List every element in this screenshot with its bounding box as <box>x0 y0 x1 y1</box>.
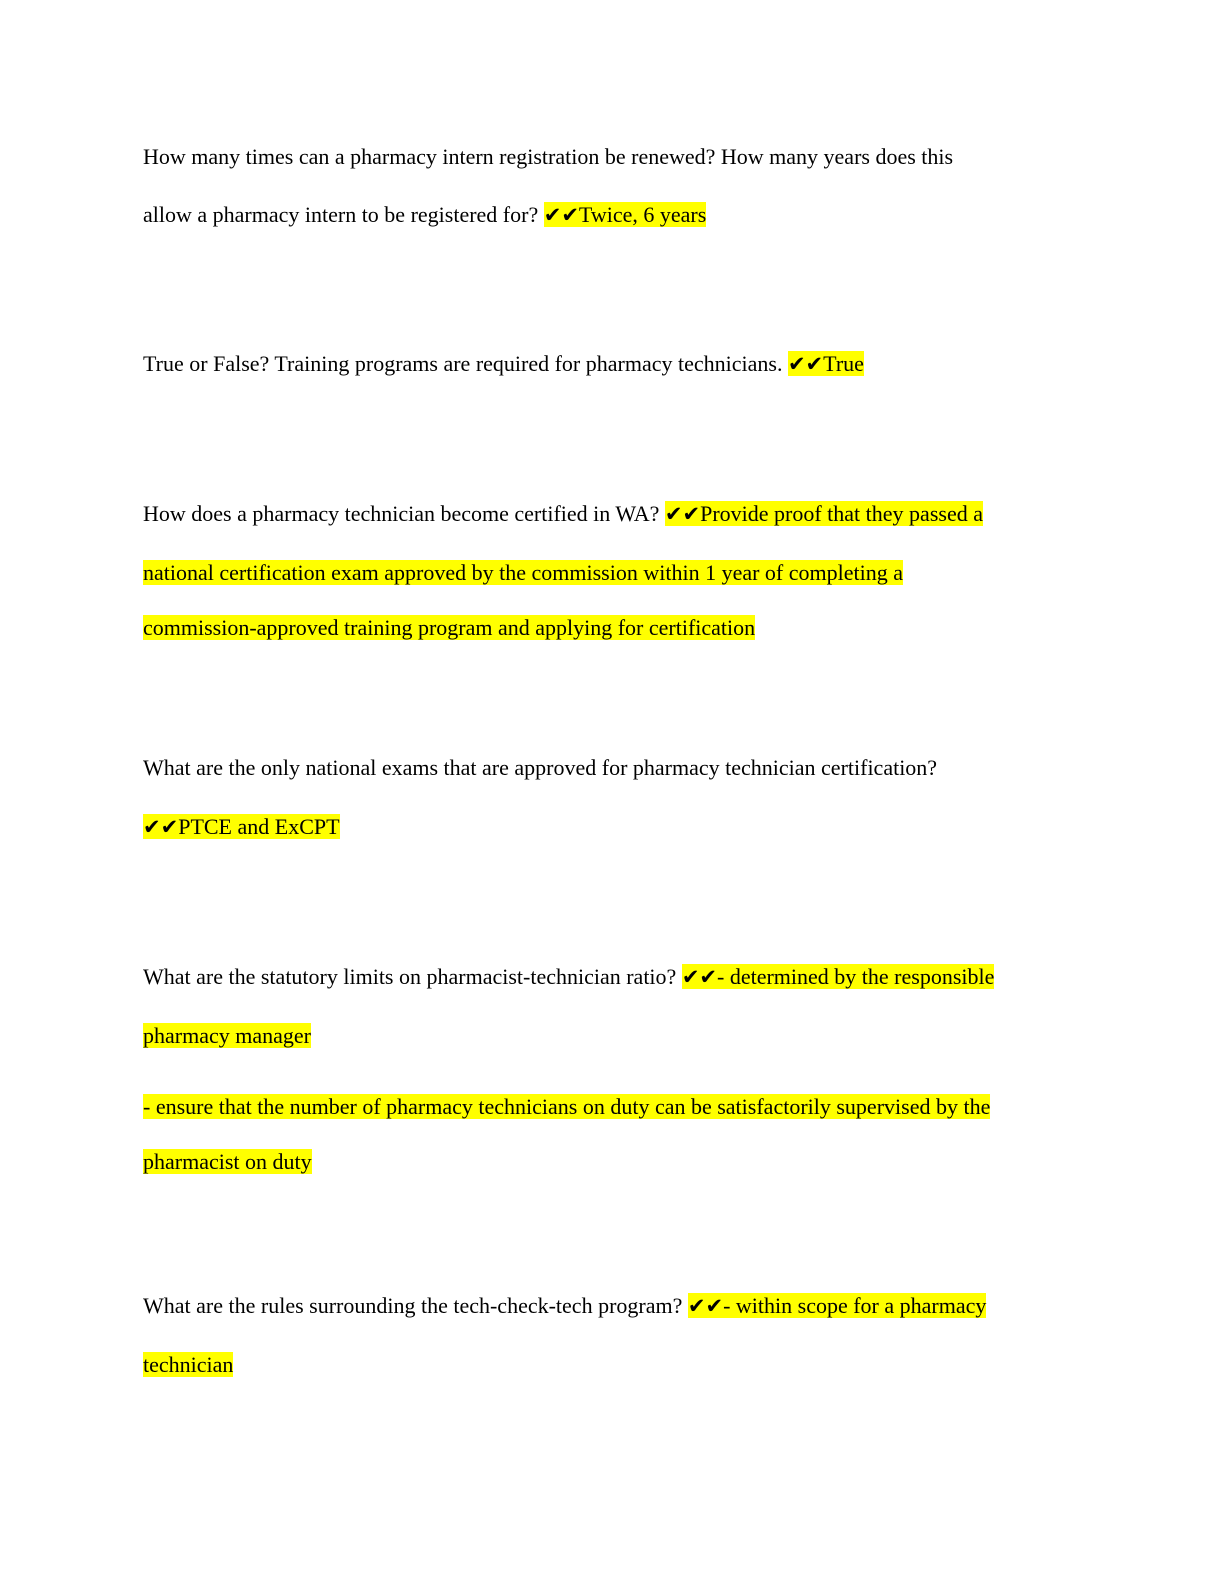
question-1-line-1 <box>143 142 953 172</box>
double-check-icon: ✔✔ <box>143 815 179 839</box>
answer-2-highlight <box>788 351 864 376</box>
double-check-icon: ✔✔ <box>681 965 718 989</box>
answer-5-line-2 <box>143 1021 311 1051</box>
answer-3-text: Provide proof that they passed a <box>700 501 983 526</box>
answer-3-line-3 <box>143 613 755 643</box>
answer-5-highlight <box>682 964 995 989</box>
answer-5-line-4 <box>143 1147 312 1177</box>
question-4-text: What are the only national exams that are approved for pharmacy technician certification? <box>143 755 938 780</box>
double-check-icon: ✔✔ <box>787 352 824 376</box>
question-3-text: How does a pharmacy technician become certified in WA? <box>143 501 660 526</box>
answer-4-line-1 <box>143 812 340 842</box>
answer-5-text-cont: pharmacy manager <box>143 1023 311 1048</box>
answer-3-text-cont: commission-approved training program and applying for certification <box>143 615 756 640</box>
answer-4-text: PTCE and ExCPT <box>178 814 340 839</box>
double-check-icon: ✔✔ <box>543 203 579 227</box>
question-3-line-1 <box>143 499 983 529</box>
question-5-text: What are the statutory limits on pharmacist-technician ratio? <box>143 964 677 989</box>
question-1-text: How many times can a pharmacy intern registration be renewed? How many years does this <box>143 144 954 169</box>
answer-2-text: True <box>823 351 864 376</box>
question-2-line-1 <box>143 349 864 379</box>
answer-4-highlight <box>143 814 340 839</box>
question-2-text: True or False? Training programs are required for pharmacy technicians. <box>143 351 783 376</box>
answer-5-text-cont: - ensure that the number of pharmacy technicians on duty can be satisfactorily supervised by the <box>143 1094 991 1119</box>
answer-3-line-2 <box>143 558 903 588</box>
answer-5-text-cont: pharmacist on duty <box>143 1149 312 1174</box>
answer-1-highlight <box>544 202 707 227</box>
answer-6-text-cont: technician <box>143 1352 234 1377</box>
question-6-line-1 <box>143 1291 986 1321</box>
question-6-text: What are the rules surrounding the tech-check-tech program? <box>143 1293 683 1318</box>
answer-6-text: - within scope for a pharmacy <box>723 1293 987 1318</box>
answer-6-highlight <box>688 1293 987 1318</box>
question-1-text-cont: allow a pharmacy intern to be registered for? <box>143 202 539 227</box>
answer-1-text: Twice, 6 years <box>578 202 707 227</box>
answer-3-text-cont: national certification exam approved by the commission within 1 year of completing a <box>143 560 903 585</box>
question-1-line-2 <box>143 200 706 230</box>
double-check-icon: ✔✔ <box>664 502 701 526</box>
answer-5-text: - determined by the responsible <box>717 964 995 989</box>
answer-6-line-2 <box>143 1350 233 1380</box>
question-4-line-1 <box>143 753 937 783</box>
question-5-line-1 <box>143 962 994 992</box>
answer-5-line-3 <box>143 1092 990 1122</box>
double-check-icon: ✔✔ <box>687 1294 724 1318</box>
answer-3-highlight <box>665 501 983 526</box>
